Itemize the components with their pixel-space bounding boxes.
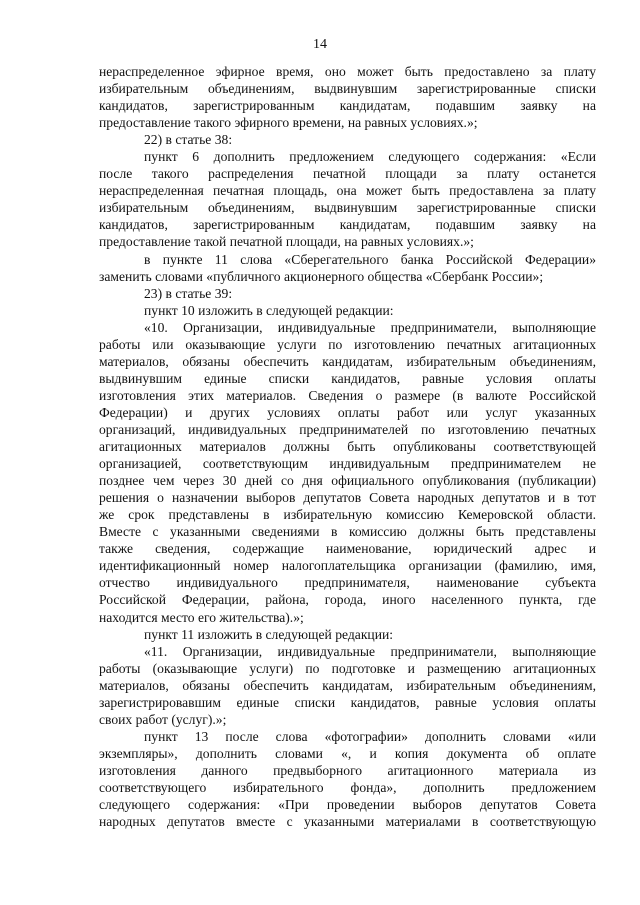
text-line: экземпляры», дополнить словами «, и копия документа об оплате	[99, 745, 596, 761]
text-line: пункт 10 изложить в следующей редакции:	[144, 302, 394, 318]
text-line: отчество индивидуального предпринимателя, наименование субъекта	[99, 575, 596, 591]
text-line: Российской Федерации, района, города, иного населенного пункта, где	[99, 592, 596, 608]
text-line: в пункте 11 слова «Сберегательного банка Российской Федерации»	[144, 251, 596, 267]
text-line: «11. Организации, индивидуальные предприниматели, выполняющие	[144, 643, 596, 659]
text-line: народных депутатов вместе с указанными материалами в соответствующую	[99, 814, 596, 830]
text-line: избирательным объединениям, выдвинувшим зарегистрированные списки	[99, 200, 596, 216]
text-line: предоставление такого эфирного времени, на равных условиях.»;	[99, 115, 478, 131]
text-line: заменить словами «публичного акционерного общества «Сбербанк России»;	[99, 268, 544, 284]
text-line: пункт 13 после слова «фотографии» дополнить словами «или	[144, 728, 596, 744]
text-line: соответствующего избирательного фонда», дополнить предложением	[99, 779, 596, 795]
text-line: нераспределенная печатная площадь, она может быть предоставлена за плату	[99, 183, 596, 199]
text-line: пункт 11 изложить в следующей редакции:	[144, 626, 394, 642]
text-line: идентификационный номер налогоплательщика организации (фамилию, имя,	[99, 558, 596, 574]
text-line: Вместе с указанными сведениями в комиссию должны быть представлены	[99, 524, 596, 540]
text-line: нераспределенное эфирное время, оно может быть предоставлено за плату	[99, 64, 596, 79]
text-line: позднее чем через 30 дней со дня официального опубликования (публикации)	[99, 473, 596, 489]
text-line: зарегистрировавшим единые списки кандидатов, равные условия оплаты	[99, 694, 596, 710]
text-line: также сведения, содержащие наименование, юридический адрес и	[99, 541, 596, 557]
body-text	[99, 63, 596, 830]
text-line: решения о назначении выборов депутатов Совета народных депутатов и в тот	[99, 490, 596, 506]
text-line: после такого распределения печатной площади за плату останется	[99, 166, 596, 182]
text-line: выдвинувшим единые списки кандидатов, равные условия оплаты	[99, 370, 596, 386]
text-line: избирательным объединениям, выдвинувшим зарегистрированные списки	[99, 81, 596, 97]
page-number: 14	[313, 37, 327, 52]
text-line: Федерации) и других условиях оплаты работ или услуг указанных	[99, 404, 596, 420]
text-line: же срок представлены в избирательную комиссию Кемеровской области.	[99, 507, 596, 523]
text-line: организацией, соответствующим индивидуальным предпринимателем не	[99, 456, 596, 472]
text-line: агитационных материалов должны быть опубликованы соответствующей	[99, 439, 596, 455]
text-line: материалов, обязаны обеспечить кандидатам, избирательным объединениям,	[99, 353, 596, 369]
text-line: 22) в статье 38:	[144, 132, 233, 148]
text-line: кандидатов, зарегистрированным кандидатам, подавшим заявку на	[99, 98, 596, 114]
text-line: кандидатов, зарегистрированным кандидатам, подавшим заявку на	[99, 217, 596, 233]
text-line: организаций, индивидуальных предпринимателей по изготовлению печатных	[99, 421, 596, 437]
text-line: изготовления данного предвыборного агитационного материала из	[99, 762, 596, 778]
text-line: работы (оказывающие услуги) по подготовке и размещению агитационных	[99, 660, 596, 676]
text-line: изготовления этих материалов. Сведения о размере (в валюте Российской	[99, 387, 596, 403]
text-line: находится место его жительства).»;	[99, 609, 304, 625]
text-line: пункт 6 дополнить предложением следующего содержания: «Если	[144, 149, 596, 165]
text-line: следующего содержания: «При проведении выборов депутатов Совета	[99, 797, 596, 813]
text-line: материалов, обязаны обеспечить кандидатам, избирательным объединениям,	[99, 677, 596, 693]
text-line: 23) в статье 39:	[144, 285, 233, 301]
text-line: работы или оказывающие услуги по изготовлению печатных агитационных	[99, 336, 596, 352]
text-line: «10. Организации, индивидуальные предприниматели, выполняющие	[144, 319, 596, 335]
text-line: своих работ (услуг).»;	[99, 711, 227, 727]
text-line: предоставление такой печатной площади, на равных условиях.»;	[99, 234, 474, 250]
